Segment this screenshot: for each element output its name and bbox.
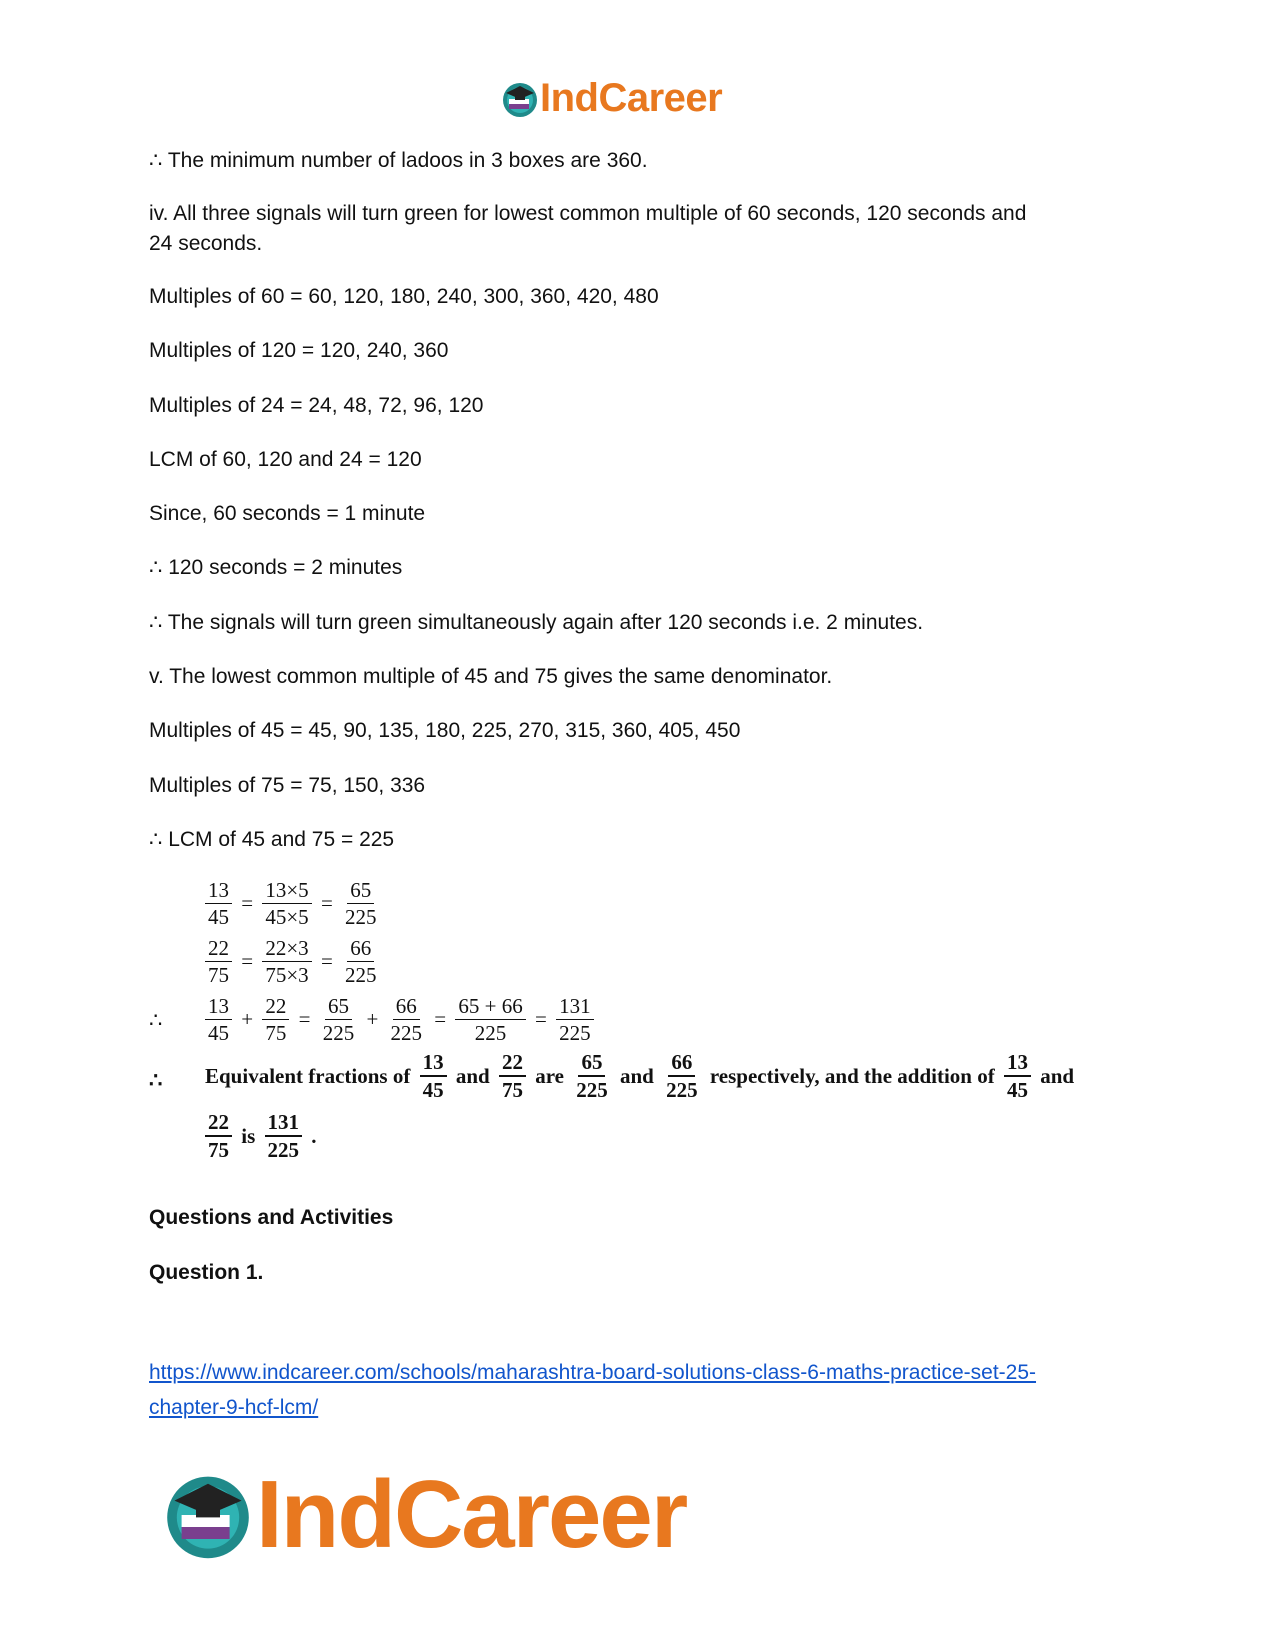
graduation-cap-icon xyxy=(160,1467,256,1563)
text-line: iv. All three signals will turn green for lowest common multiple of 60 seconds, 120 seconds and xyxy=(149,202,1027,225)
text-line: ∴ The minimum number of ladoos in 3 boxes are 360. xyxy=(149,149,648,172)
logo-text: IndCareer xyxy=(540,76,723,120)
conclusion-line-2: $\frac{22}{75}$ is $\frac{131}{225}$ . xyxy=(203,1110,319,1162)
text-line: Multiples of 24 = 24, 48, 72, 96, 120 xyxy=(149,394,484,417)
text-line: Multiples of 75 = 75, 150, 336 xyxy=(149,774,426,797)
text-line: Multiples of 60 = 60, 120, 180, 240, 300, 360, 420, 480 xyxy=(149,285,659,308)
therefore-symbol: ∴ xyxy=(149,1008,163,1032)
equation-row-3: $\frac{13}{45}$ + $\frac{22}{75}$ = $\frac{65}{225}$ + $\frac{66}{225}$ = $\frac{65 + 66}{225}$ = $\frac{131}{225}$ xyxy=(203,994,596,1045)
header-logo xyxy=(500,76,722,121)
equation-row-2: $\frac{22}{75}$ = $\frac{22\times 3}{75\times 3}$ = $\frac{66}{225}$ xyxy=(203,936,382,987)
text-line: ∴ LCM of 45 and 75 = 225 xyxy=(149,828,395,851)
logo-text: IndCareer xyxy=(256,1461,687,1568)
equation-row-1: $\frac{13}{45}$ = $\frac{13\times 5}{45\times 5}$ = $\frac{65}{225}$ xyxy=(203,878,382,929)
section-heading: Questions and Activities xyxy=(149,1206,394,1229)
text-line: ∴ 120 seconds = 2 minutes xyxy=(149,556,403,579)
text-line: LCM of 60, 120 and 24 = 120 xyxy=(149,448,422,471)
source-link-line-2[interactable]: chapter-9-hcf-lcm/ xyxy=(149,1396,319,1419)
source-link-line-1[interactable]: https://www.indcareer.com/schools/maharashtra-board-solutions-class-6-maths-practice-set-25- xyxy=(149,1361,1037,1384)
footer-logo xyxy=(160,1460,686,1570)
text-line: 24 seconds. xyxy=(149,232,263,255)
graduation-cap-icon xyxy=(500,79,540,119)
text-line: v. The lowest common multiple of 45 and 75 gives the same denominator. xyxy=(149,665,833,688)
text-line: Multiples of 45 = 45, 90, 135, 180, 225, 270, 315, 360, 405, 450 xyxy=(149,719,741,742)
fraction-working xyxy=(149,878,1129,1178)
therefore-symbol: ∴ xyxy=(149,1068,163,1092)
question-heading: Question 1. xyxy=(149,1261,264,1284)
conclusion-line-1: Equivalent fractions of $\frac{13}{45}$ and $\frac{22}{75}$ are $\frac{65}{225}$ and $\frac{66}{225}$ respectively, and the addition of $\frac{13}{45}$ and xyxy=(205,1050,1075,1102)
text-line: Since, 60 seconds = 1 minute xyxy=(149,502,426,525)
text-line: ∴ The signals will turn green simultaneously again after 120 seconds i.e. 2 minutes. xyxy=(149,611,924,634)
text-line: Multiples of 120 = 120, 240, 360 xyxy=(149,339,449,362)
